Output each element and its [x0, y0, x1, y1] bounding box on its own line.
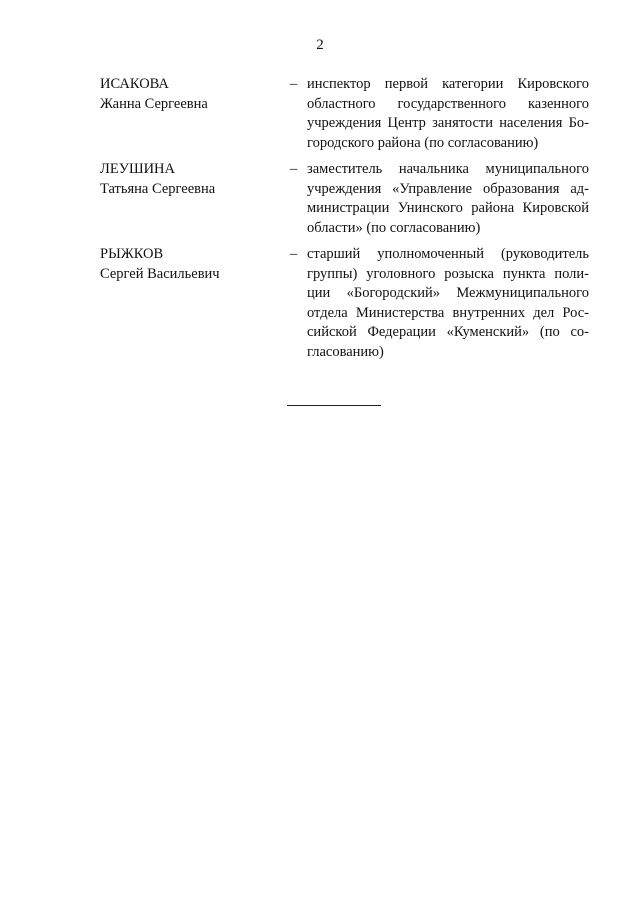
- member-surname: ЛЕУШИНА: [100, 161, 175, 177]
- position-line: ции «Богородский» Межмуниципального: [307, 285, 589, 301]
- end-rule: [287, 405, 381, 406]
- position-line: отдела Министерства внутренних дел Рос-: [307, 304, 589, 321]
- member-surname: ИСАКОВА: [100, 76, 169, 92]
- member-given-names: Сергей Васильевич: [100, 265, 220, 282]
- member-given-names: Татьяна Сергеевна: [100, 180, 216, 197]
- member-position: [307, 75, 589, 153]
- position-line: учреждения Центр занятости населения Бо-: [307, 115, 589, 131]
- entry-dash: –: [290, 76, 298, 92]
- member-name: [100, 245, 280, 284]
- page-number: 2: [316, 37, 324, 53]
- member-position: [307, 160, 589, 238]
- entry-dash: –: [290, 246, 298, 262]
- position-line: инспектор первой категории Кировского: [307, 76, 589, 92]
- member-name: [100, 75, 280, 114]
- position-line: учреждения «Управление образования ад-: [307, 180, 589, 197]
- member-given-names: Жанна Сергеевна: [100, 95, 208, 112]
- position-line: городского района (по согласованию): [307, 134, 539, 151]
- member-name: [100, 160, 280, 199]
- position-line: сийской Федерации «Куменский» (по со-: [307, 324, 589, 340]
- position-line: областного государственного казенного: [307, 95, 589, 112]
- position-line: старший уполномоченный (руководитель: [307, 246, 589, 262]
- position-line: гласованию): [307, 343, 384, 360]
- member-position: [307, 245, 589, 362]
- entry-dash: –: [290, 161, 298, 177]
- position-line: заместитель начальника муниципального: [307, 161, 589, 177]
- position-line: министрации Унинского района Кировской: [307, 200, 589, 216]
- position-line: области» (по согласованию): [307, 219, 481, 236]
- position-line: группы) уголовного розыска пункта поли-: [307, 265, 589, 282]
- member-surname: РЫЖКОВ: [100, 246, 164, 262]
